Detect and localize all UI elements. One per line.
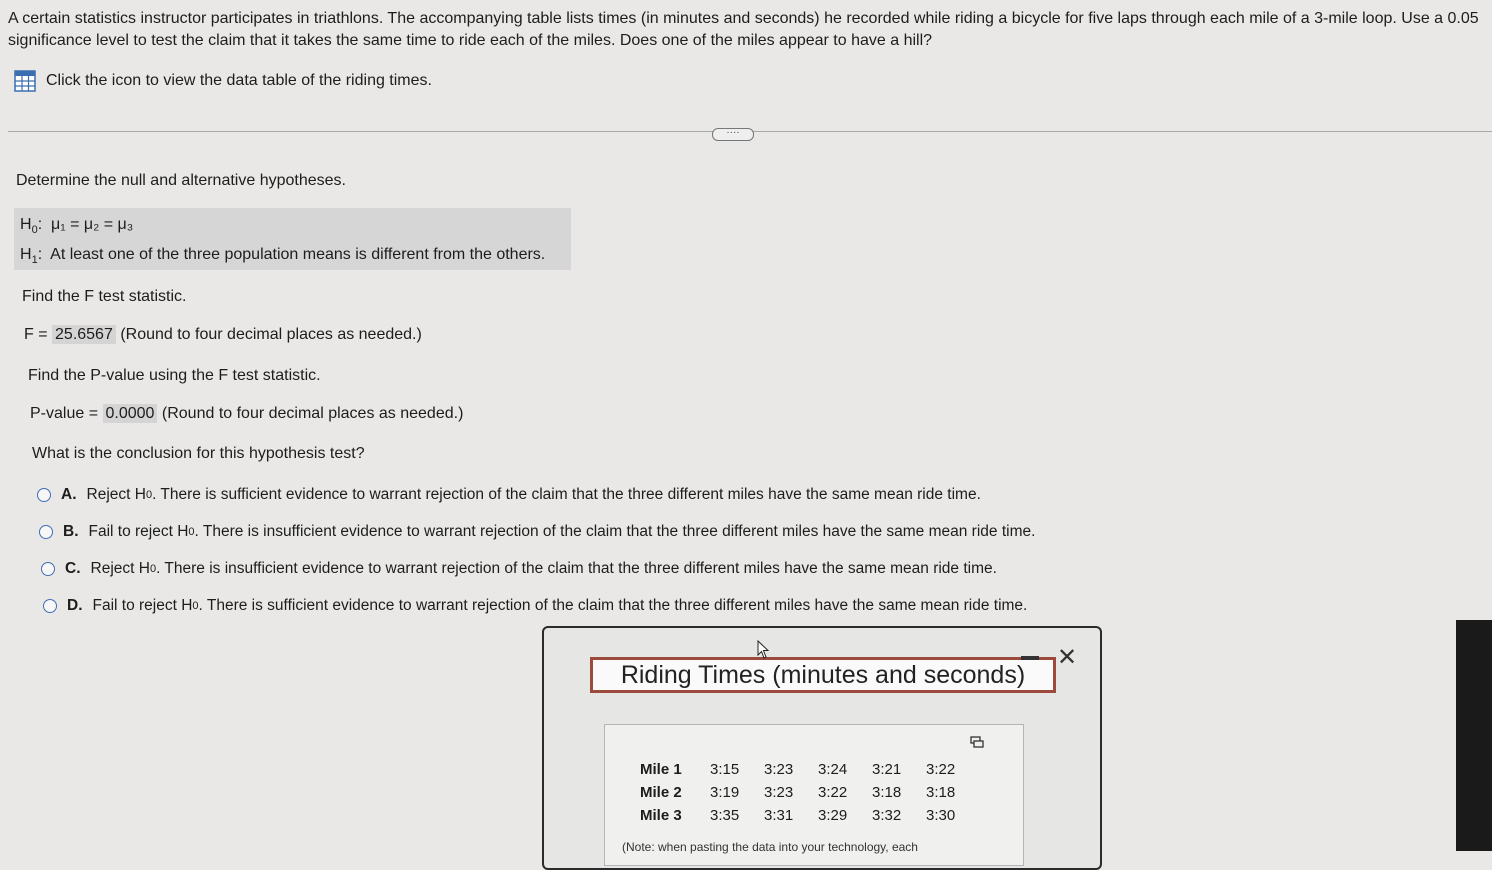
choice-a-letter: A. <box>61 486 77 503</box>
choice-a-text: . There is sufficient evidence to warrant rejection of the claim that the three different miles have the same mean ride time. <box>152 486 981 503</box>
problem-statement: A certain statistics instructor participates in triathlons. The accompanying table lists times (in minutes and seconds) he recorded while riding a bicycle for five laps through each mile of a 3-mile loop. Use a 0.05 significance level to test the claim that it takes the same time to ride each of the miles. Does one of the miles appear to have a hill? <box>8 10 1479 49</box>
choice-d-pre: Fail to reject H <box>92 597 193 614</box>
p-value-row <box>30 405 463 423</box>
choice-d-sub: 0 <box>192 600 199 612</box>
minimize-button[interactable] <box>1021 656 1039 660</box>
row-label: Mile 1 <box>640 760 682 778</box>
screen-edge <box>1456 620 1492 851</box>
data-table-icon[interactable] <box>14 70 36 92</box>
choice-b-letter: B. <box>63 523 79 540</box>
choice-c-pre: Reject H <box>90 560 150 577</box>
choice-c[interactable] <box>41 560 997 578</box>
copy-icon[interactable] <box>970 736 984 748</box>
table-cell: 3:22 <box>926 760 956 778</box>
h0-label: H <box>20 216 32 233</box>
table-cell: 3:15 <box>710 760 740 778</box>
p-value-hint: (Round to four decimal places as needed.) <box>161 405 464 422</box>
paste-note: (Note: when pasting the data into your technology, each <box>622 840 918 854</box>
table-cell: 3:23 <box>764 760 794 778</box>
h1-subscript: 1 <box>31 254 38 267</box>
h0-value: μ₁ = μ₂ = μ₃ <box>51 216 134 233</box>
p-value-label: P-value = <box>30 405 99 422</box>
table-cell: 3:24 <box>818 760 848 778</box>
choice-b-pre: Fail to reject H <box>88 523 189 540</box>
p-value-prompt: Find the P-value using the F test statistic. <box>28 367 321 384</box>
table-row <box>640 804 980 827</box>
choice-c-text: . There is insufficient evidence to warrant rejection of the claim that the three different miles have the same mean ride time. <box>156 560 997 577</box>
h1-label: H <box>20 246 32 263</box>
choice-b-radio[interactable] <box>39 525 53 539</box>
h0-subscript: 0 <box>31 224 38 237</box>
hypotheses-prompt: Determine the null and alternative hypotheses. <box>16 172 346 189</box>
f-stat-prompt: Find the F test statistic. <box>22 288 187 305</box>
table-cell: 3:23 <box>764 783 794 801</box>
choice-d-text: . There is sufficient evidence to warrant rejection of the claim that the three different miles have the same mean ride time. <box>198 597 1028 614</box>
choice-c-letter: C. <box>65 560 81 577</box>
choice-a-pre: Reject H <box>86 486 146 503</box>
table-cell: 3:29 <box>818 806 848 824</box>
popup-title: Riding Times (minutes and seconds) <box>590 657 1056 693</box>
table-row <box>640 781 980 804</box>
alternative-hypothesis: $H_1$: At least one of the three population means is different from the others. <box>20 246 546 267</box>
close-icon[interactable]: ✕ <box>1057 644 1078 671</box>
data-table-link[interactable] <box>14 70 432 92</box>
more-button[interactable]: ···· <box>712 128 754 141</box>
null-hypothesis: $H_0$: μ₁ = μ₂ = μ₃ <box>20 216 134 237</box>
table-cell: 3:32 <box>872 806 902 824</box>
choice-b-sub: 0 <box>188 526 195 538</box>
table-cell: 3:31 <box>764 806 794 824</box>
choice-c-radio[interactable] <box>41 562 55 576</box>
choice-d-radio[interactable] <box>43 599 57 613</box>
mouse-cursor-icon <box>757 640 769 660</box>
f-stat-hint: (Round to four decimal places as needed.) <box>120 326 422 343</box>
choice-d-letter: D. <box>67 597 83 614</box>
data-table-link-text[interactable]: Click the icon to view the data table of the riding times. <box>46 72 432 89</box>
table-cell: 3:18 <box>926 783 956 801</box>
p-value-answer[interactable]: 0.0000 <box>103 404 158 423</box>
f-stat-answer[interactable]: 25.6567 <box>52 325 116 344</box>
table-cell: 3:19 <box>710 783 740 801</box>
choice-b[interactable] <box>39 523 1035 541</box>
row-label: Mile 3 <box>640 806 682 824</box>
choice-a[interactable] <box>37 486 981 504</box>
choice-a-sub: 0 <box>145 489 153 501</box>
table-cell: 3:21 <box>872 760 902 778</box>
h1-value: At least one of the three population means is different from the others. <box>50 246 546 263</box>
riding-times-table <box>640 758 980 827</box>
choice-c-sub: 0 <box>149 563 157 575</box>
table-cell: 3:22 <box>818 783 848 801</box>
table-cell: 3:35 <box>710 806 740 824</box>
conclusion-prompt: What is the conclusion for this hypothesis test? <box>32 445 365 462</box>
choice-d[interactable] <box>43 597 1027 615</box>
f-stat-row <box>24 326 422 344</box>
choice-a-radio[interactable] <box>37 488 51 502</box>
table-cell: 3:30 <box>926 806 956 824</box>
f-stat-label: F = <box>24 326 48 343</box>
row-label: Mile 2 <box>640 783 682 801</box>
table-row <box>640 758 980 781</box>
choice-b-text: . There is insufficient evidence to warrant rejection of the claim that the three different miles have the same mean ride time. <box>194 523 1036 540</box>
table-cell: 3:18 <box>872 783 902 801</box>
